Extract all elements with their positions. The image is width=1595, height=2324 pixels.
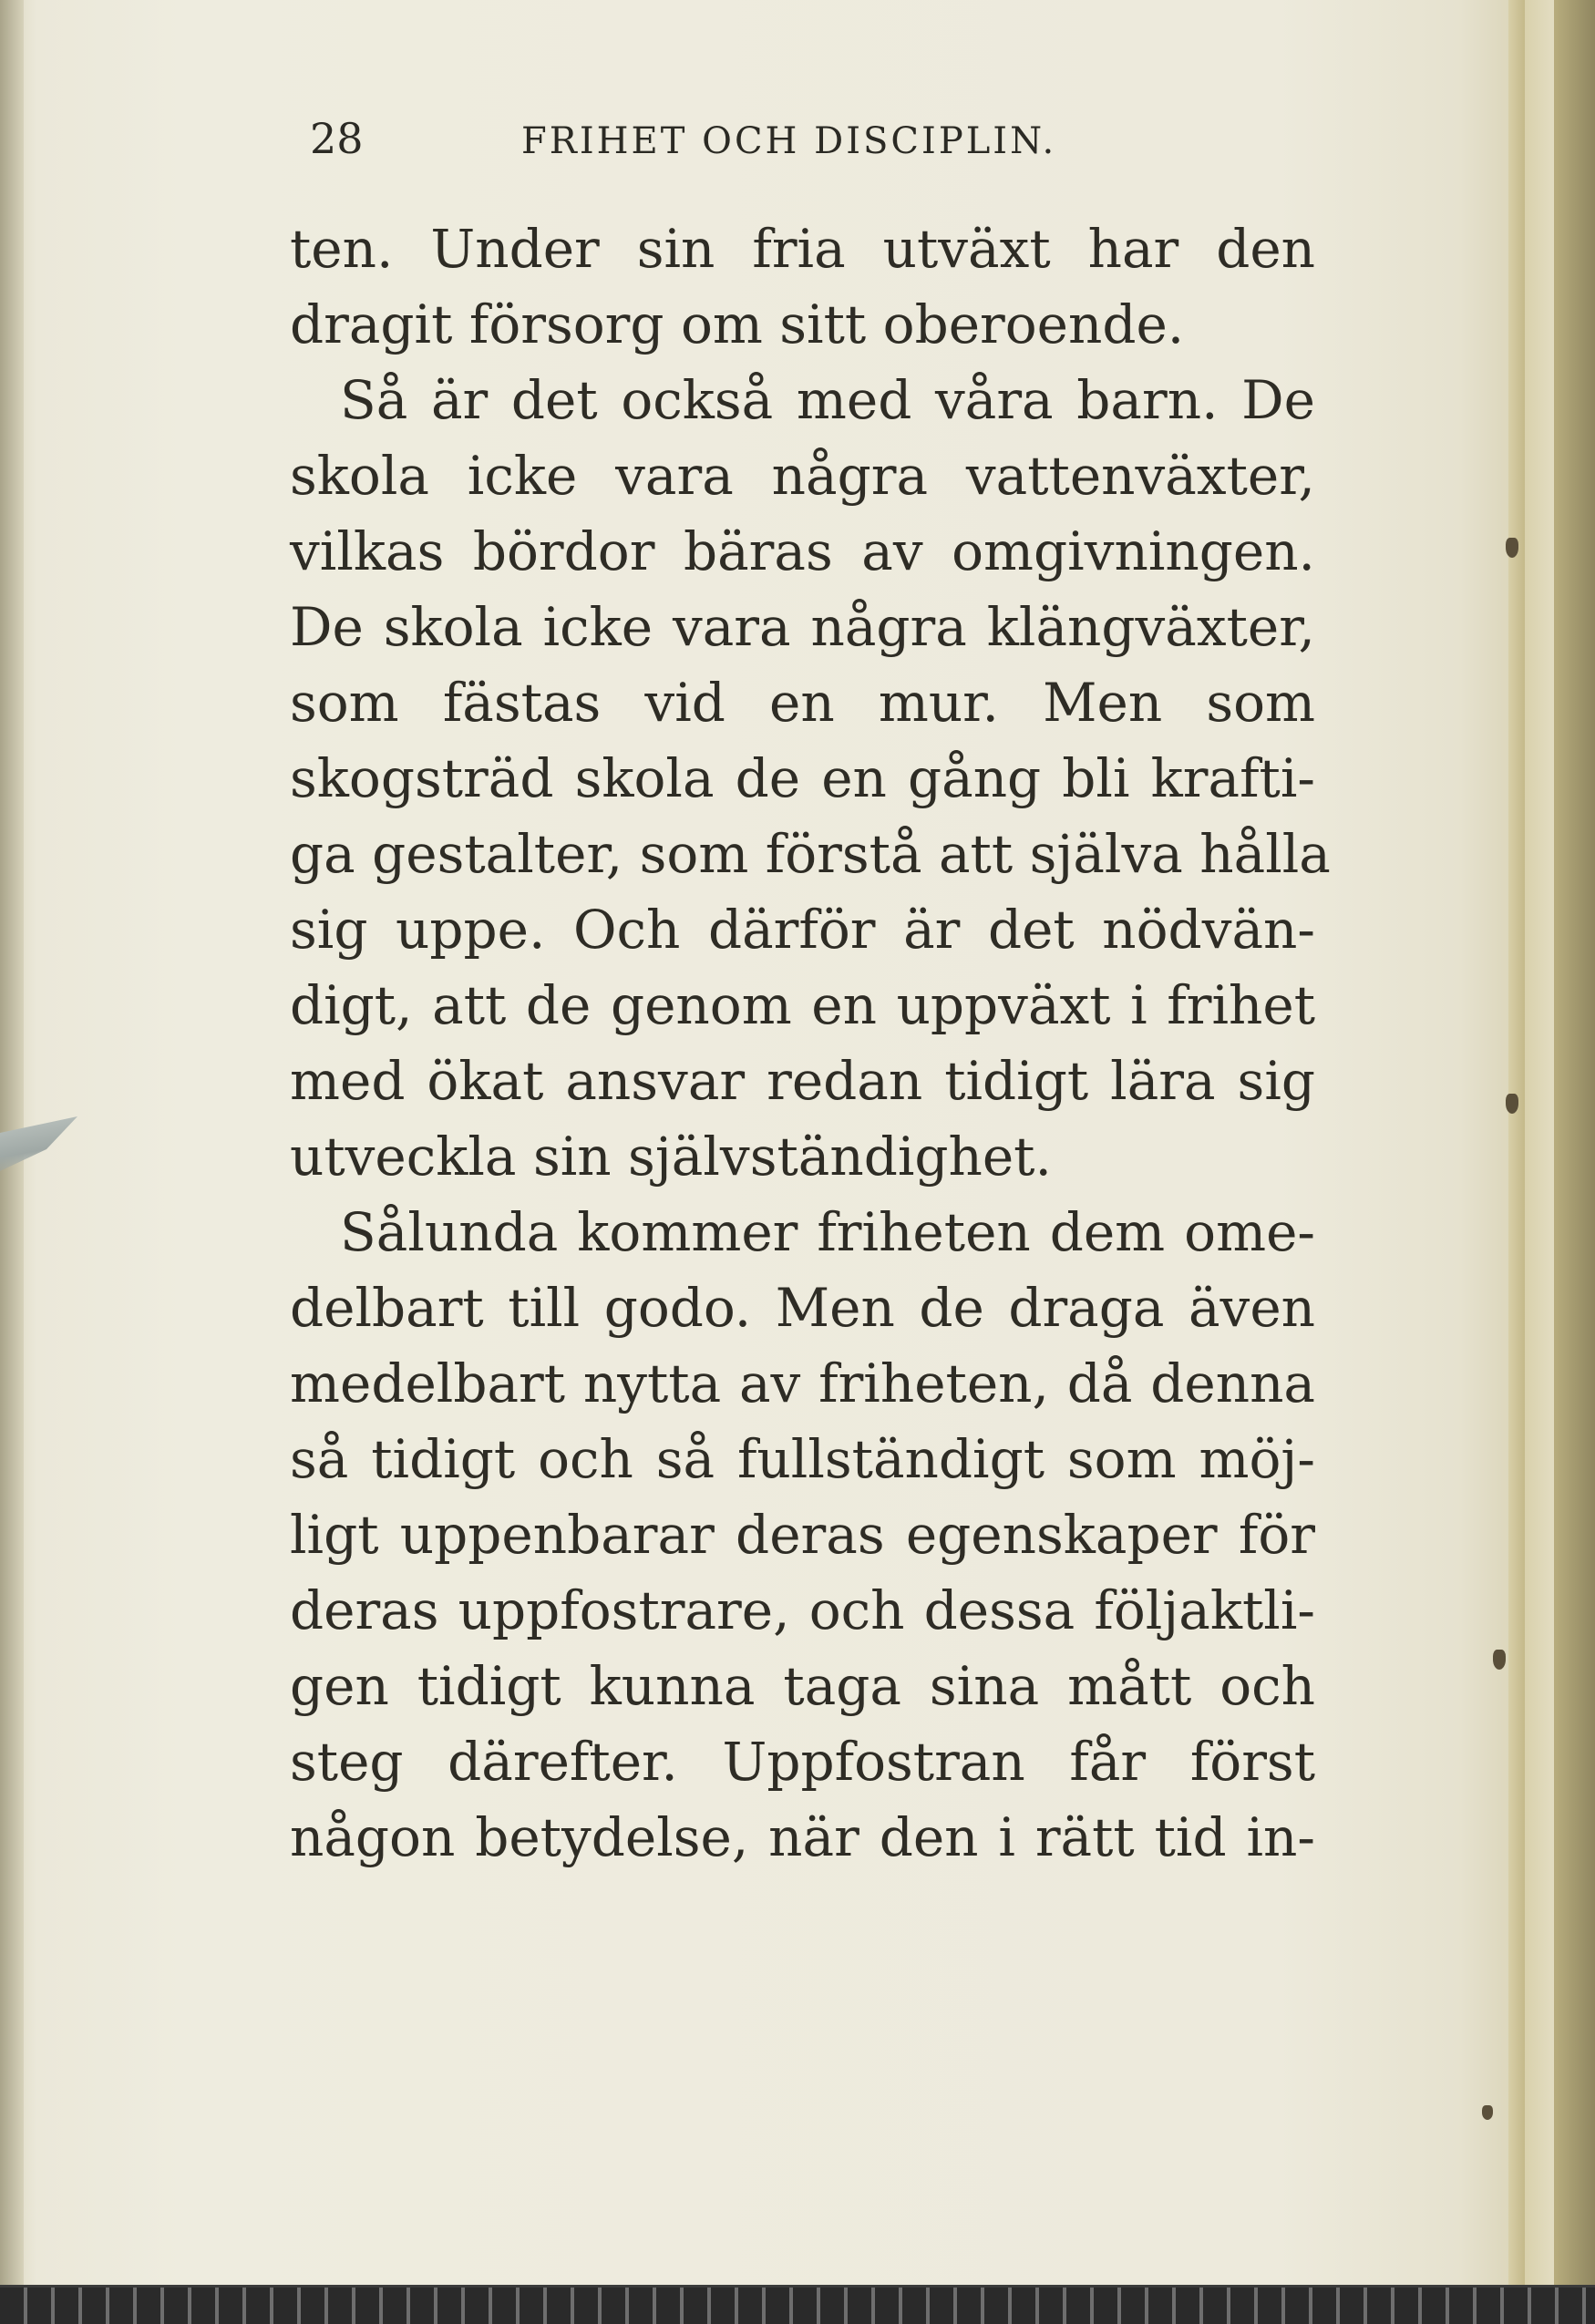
page-number: 28: [310, 114, 364, 163]
paper-blemish: [1506, 1094, 1518, 1114]
text-line: steg därefter. Uppfostran får först: [290, 1731, 1315, 1793]
text-line: Så är det också med våra barn. De: [340, 369, 1315, 431]
text-line: ga gestalter, som förstå att själva hålla: [290, 823, 1331, 885]
text-line: dragit försorg om sitt oberoende.: [290, 293, 1185, 355]
text-line: med ökat ansvar redan tidigt lära sig: [290, 1050, 1315, 1112]
text-line: ligt uppenbarar deras egenskaper för: [290, 1504, 1315, 1566]
page-header: [310, 109, 1312, 182]
text-line: De skola icke vara några klängväxter,: [290, 596, 1315, 658]
paper-blemish: [1506, 538, 1518, 558]
text-line: delbart till godo. Men de draga även: [290, 1277, 1315, 1339]
scan-ruler: [0, 2285, 1595, 2324]
text-line: sig uppe. Och därför är det nödvän-: [290, 899, 1315, 961]
text-line: deras uppfostrare, och dessa följaktli-: [290, 1579, 1315, 1641]
paper-blemish: [1482, 2105, 1493, 2120]
text-line: medelbart nytta av friheten, då denna: [290, 1352, 1315, 1414]
text-line: som fästas vid en mur. Men som: [290, 672, 1315, 734]
body-text: [290, 211, 1331, 1876]
text-line: digt, att de genom en uppväxt i frihet: [290, 974, 1315, 1036]
text-line: ten. Under sin fria utväxt har den: [290, 218, 1315, 280]
text-line: gen tidigt kunna taga sina mått och: [290, 1655, 1315, 1717]
text-line: utveckla sin självständighet.: [290, 1126, 1052, 1188]
text-line: skogsträd skola de en gång bli krafti-: [290, 747, 1315, 809]
running-head: FRIHET OCH DISCIPLIN.: [521, 120, 1057, 162]
text-line: så tidigt och så fullständigt som möj-: [290, 1428, 1315, 1490]
page-edge: [1554, 0, 1595, 2324]
paper-blemish: [1493, 1650, 1506, 1670]
text-line: Sålunda kommer friheten dem ome-: [340, 1201, 1315, 1263]
text-line: skola icke vara några vattenväxter,: [290, 445, 1315, 507]
page-edge: [1525, 0, 1554, 2324]
page-edge: [1508, 0, 1525, 2324]
text-line: vilkas bördor bäras av omgivningen.: [290, 520, 1315, 582]
text-line: någon betydelse, när den i rätt tid in-: [290, 1806, 1315, 1868]
